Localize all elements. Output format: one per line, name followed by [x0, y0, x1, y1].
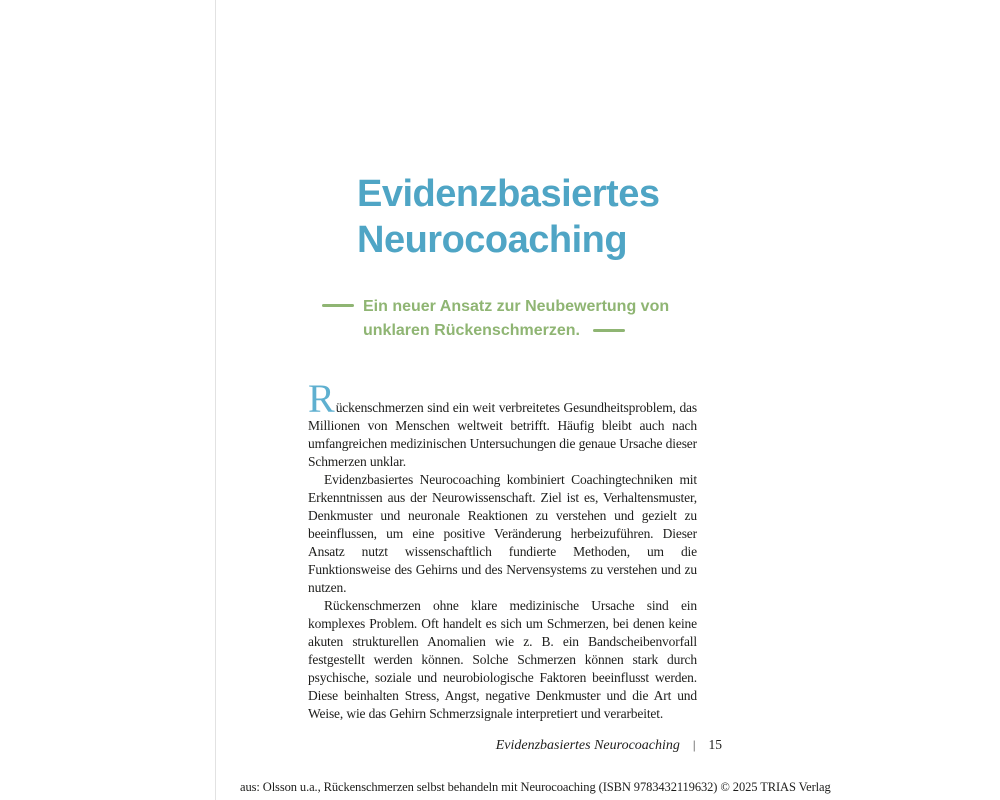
footer-page-number: 15	[708, 737, 722, 752]
source-credit-line: aus: Olsson u.a., Rückenschmerzen selbst behandeln mit Neurocoaching (ISBN 9783432119632) © 2025 TRIAS Verlag	[240, 780, 831, 794]
running-footer	[496, 737, 722, 754]
subtitle-text	[363, 295, 669, 343]
footer-chapter-title: Evidenzbasiertes Neurocoaching	[495, 738, 680, 753]
chapter-heading-line2: Neurocoaching	[357, 219, 628, 262]
body-paragraph: Rückenschmerzen ohne klare medizinische Ursache sind ein komplexes Problem. Oft handelt es sich um Schmerzen, bei denen keine akuten strukturellen Anomalien wie z. B. ein Bandscheibenvorfall festgestellt werden können. Solche Schmerzen können stark durch psychische, soziale und neurobiologische Faktoren beeinflusst werden. Diese beinhalten Stress, Angst, negative Denkmuster und die Art und Weise, wie das Gehirn Schmerzsignale interpretiert und verarbeitet.	[308, 598, 697, 721]
chapter-subtitle	[322, 295, 742, 343]
chapter-heading	[357, 171, 659, 263]
subtitle-line1: Ein neuer Ansatz zur Neubewertung von	[363, 298, 670, 315]
body-text	[308, 376, 697, 723]
subtitle-dash-left	[322, 304, 354, 307]
subtitle-line2: unklaren Rückenschmerzen.	[363, 322, 580, 339]
drop-cap: R	[308, 376, 335, 421]
body-paragraph: Evidenzbasiertes Neurocoaching kombiniert Coachingtechniken mit Erkenntnissen aus der Neurowissenschaft. Ziel ist es, Verhaltensmuster, Denkmuster und neuronale Reaktionen zu verstehen und gezielt zu beeinflussen, um eine positive Veränderung herbeizuführen. Dieser Ansatz nutzt wissenschaftlich fundierte Methoden, um die Funktionsweise des Gehirns und des Nervensystems zu verstehen und zu nutzen.	[308, 472, 697, 595]
chapter-heading-line1: Evidenzbasiertes	[357, 173, 660, 216]
subtitle-dash-right	[593, 329, 625, 332]
footer-separator: |	[692, 737, 696, 752]
body-paragraph: Rückenschmerzen sind ein weit verbreitetes Gesundheitsproblem, das Millionen von Menschen weltweit betrifft. Häufig bleibt auch nach umfangreichen medizinischen Untersuchungen die genaue Ursache dieser Schmerzen unklar.	[308, 376, 697, 469]
page-edge-rule	[215, 0, 216, 800]
